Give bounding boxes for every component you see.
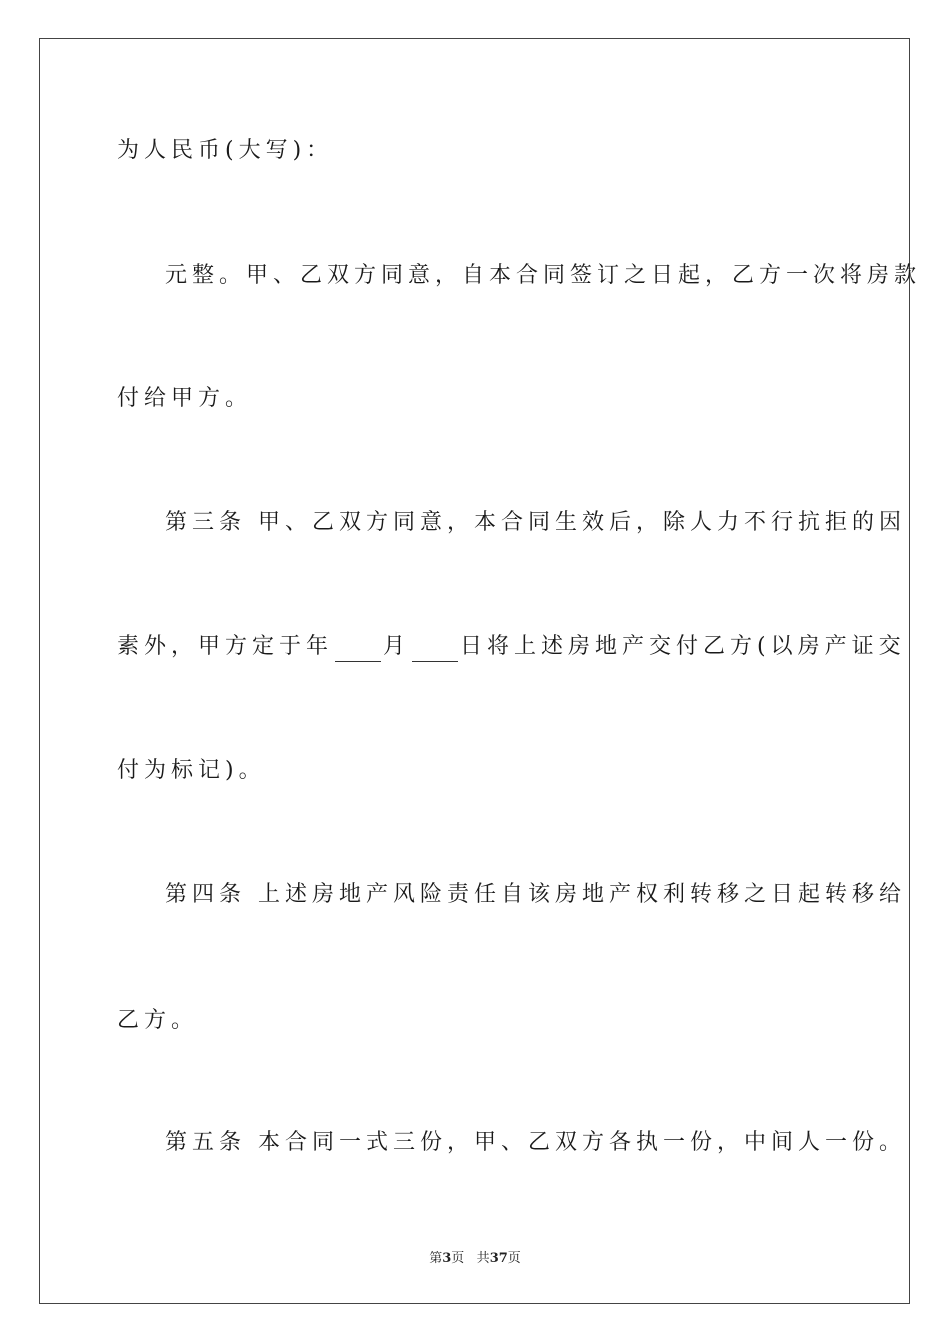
text-line-4: 第三条 甲、乙双方同意，本合同生效后，除人力不行抗拒的因	[165, 510, 906, 535]
text-line-1: 为人民币(大写)：	[117, 138, 334, 163]
footer-page-suffix: 页	[451, 1251, 465, 1266]
text-line-9: 第五条 本合同一式三份，甲、乙双方各执一份，中间人一份。	[165, 1130, 906, 1155]
text-line-3: 付给甲方。	[117, 386, 253, 411]
page-frame	[39, 38, 910, 1304]
text-line-5	[117, 632, 906, 662]
footer-total-pages: 37	[489, 1251, 508, 1266]
text-line-2: 元整。甲、乙双方同意，自本合同签订之日起，乙方一次将房款	[165, 263, 922, 288]
text-line-8: 乙方。	[117, 1008, 199, 1033]
text-segment-date-year: 素外，甲方定于年	[117, 634, 334, 659]
text-segment-day: 日将上述房地产交付乙方(以房产证交	[460, 634, 906, 659]
footer-page-number: 3	[442, 1251, 452, 1266]
text-line-6: 付为标记)。	[117, 758, 266, 783]
footer-page-prefix: 第	[429, 1251, 443, 1266]
blank-day-field	[412, 639, 458, 662]
footer-total-suffix: 页	[507, 1251, 521, 1266]
text-line-7: 第四条 上述房地产风险责任自该房地产权利转移之日起转移给	[165, 882, 906, 907]
footer-total-prefix: 共	[476, 1251, 490, 1266]
blank-month-field	[335, 639, 381, 662]
page-footer	[0, 1247, 950, 1266]
text-segment-month: 月	[383, 634, 411, 659]
